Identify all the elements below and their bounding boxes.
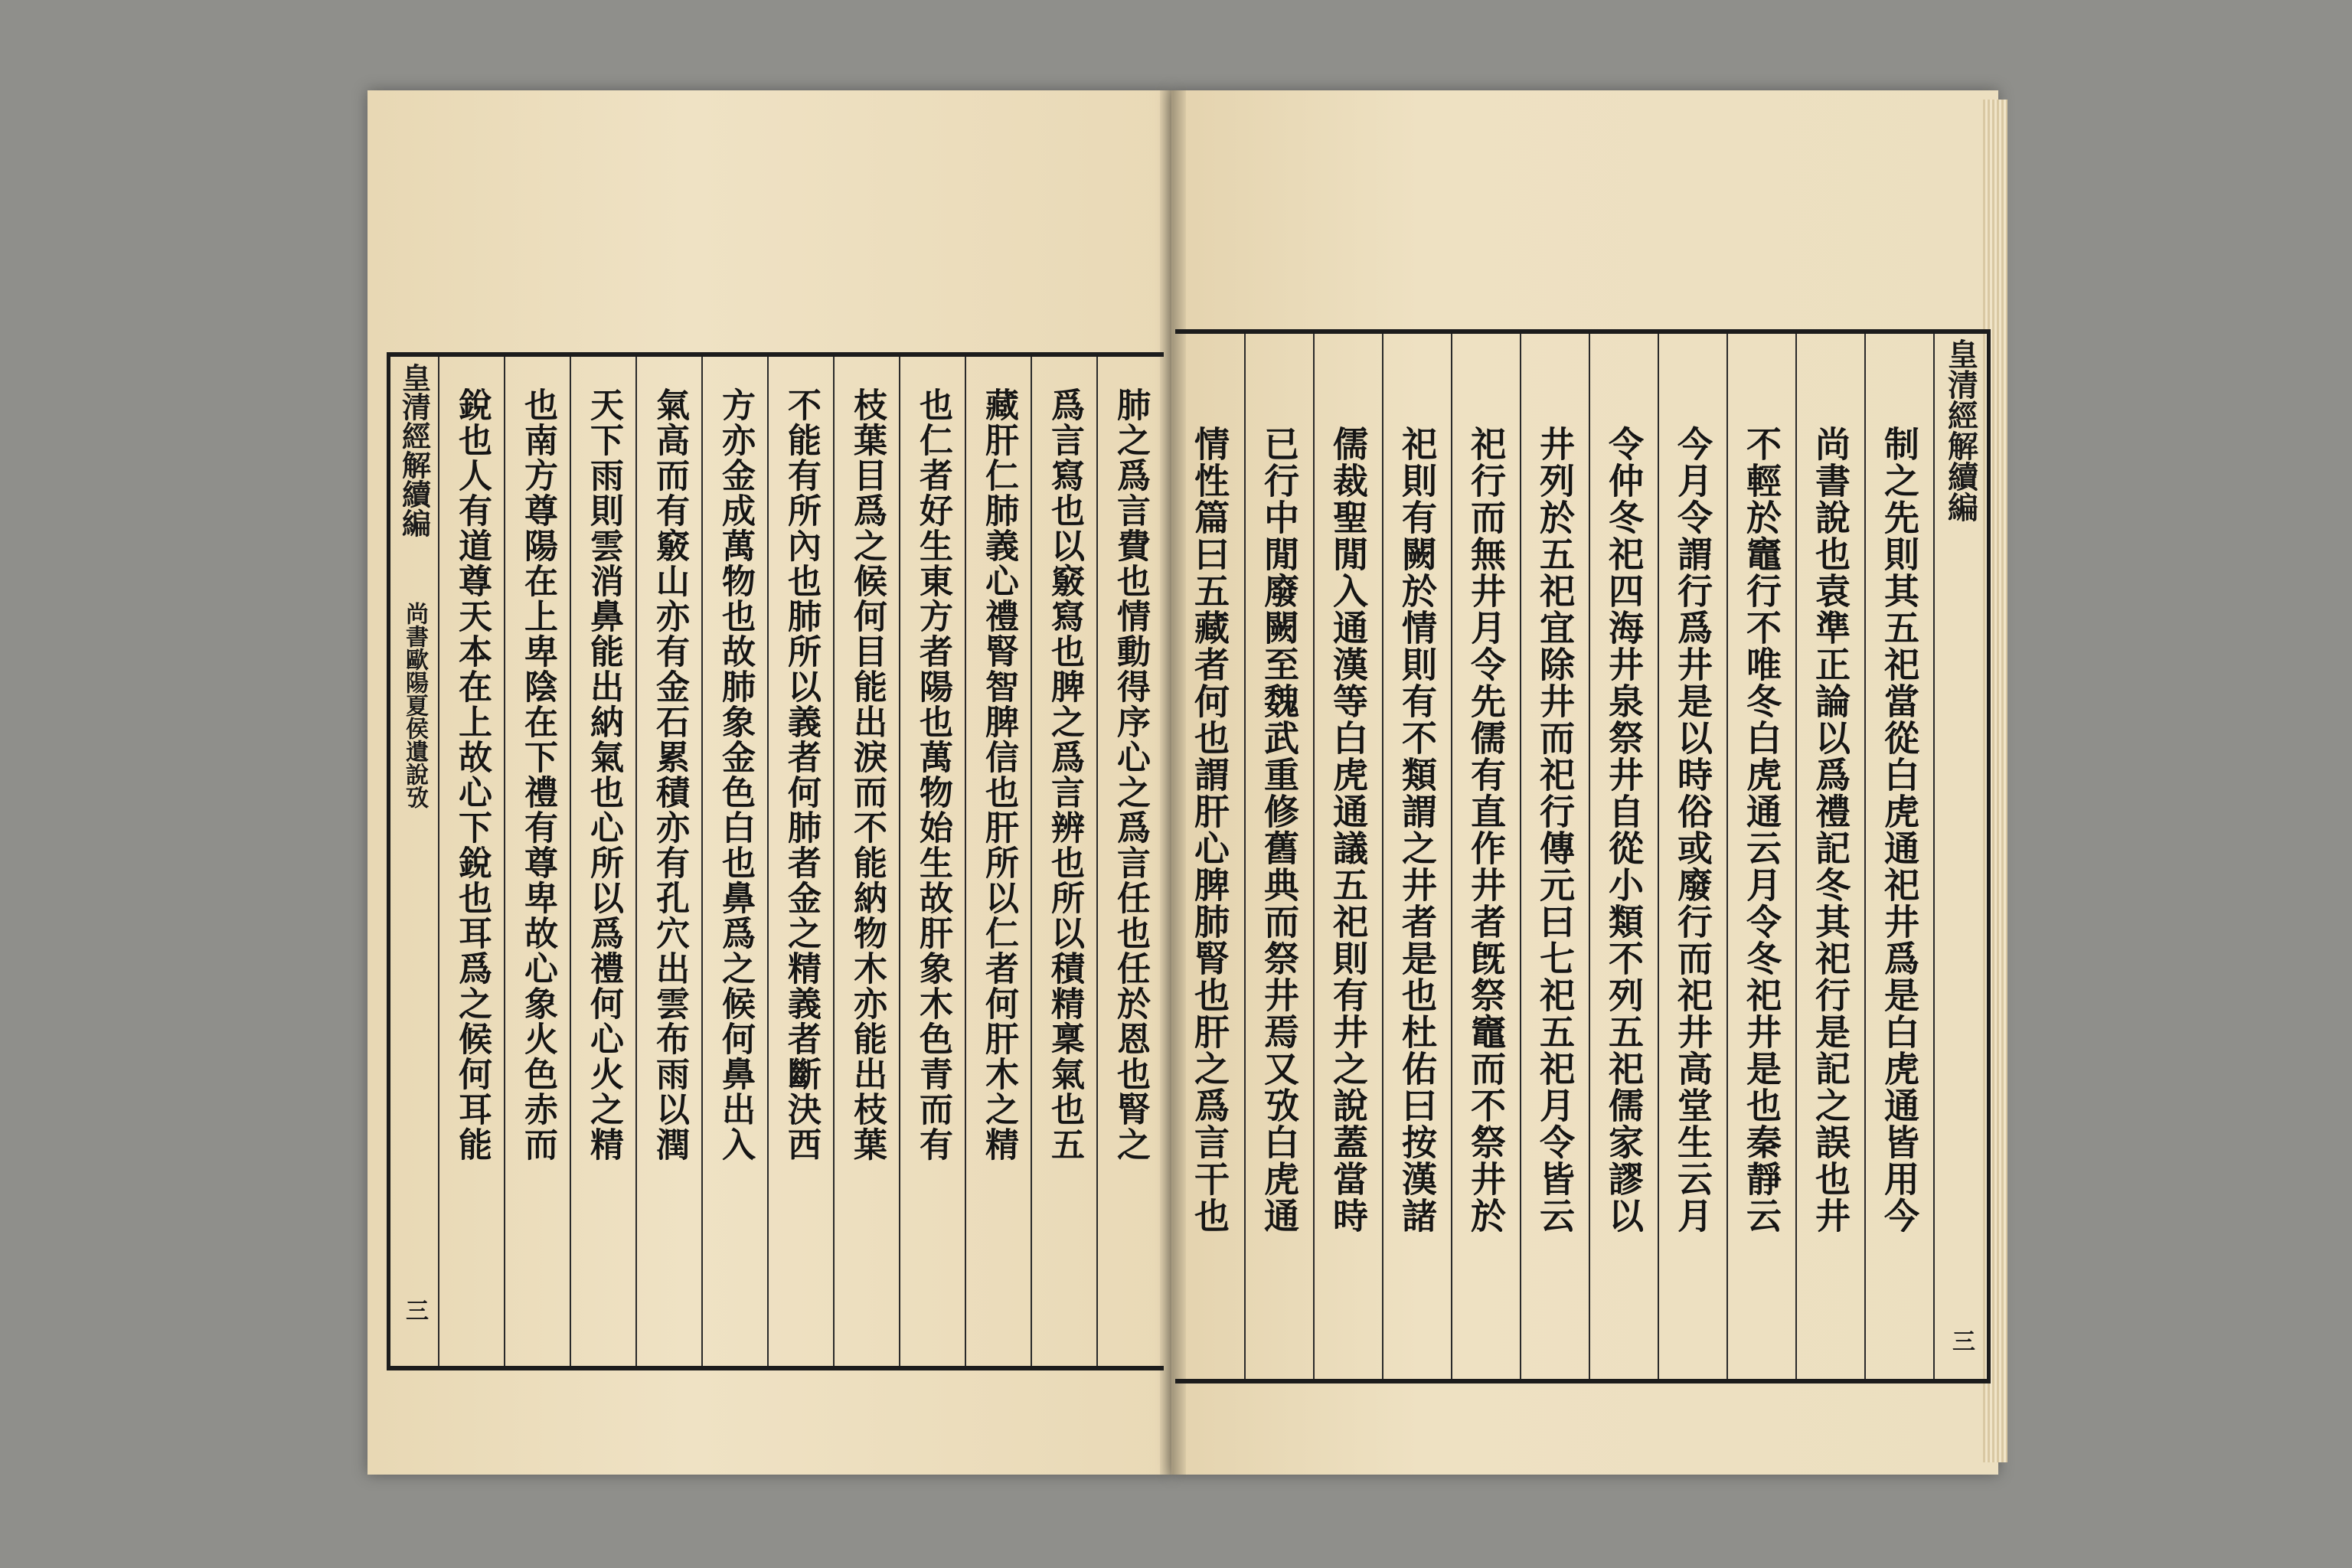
right-column-7 — [1451, 334, 1520, 1379]
text-column: 尚書說也袁準正論以爲禮記冬其祀行是記之誤也井 — [1810, 426, 1851, 1234]
right-margin-title: 皇清經解續編 — [1942, 338, 1979, 522]
left-column-9 — [570, 357, 635, 1366]
text-column: 井列於五祀宜除井而祀行傳元曰七祀五祀月令皆云 — [1534, 426, 1576, 1234]
left-text-frame — [387, 352, 1164, 1370]
text-column: 令仲冬祀四海井泉祭井自從小類不列五祀儒家謬以 — [1603, 426, 1645, 1234]
right-column-1 — [1864, 334, 1933, 1379]
text-column: 枝葉目爲之候何目能出淚而不能納物木亦能出枝葉 — [848, 387, 887, 1162]
left-column-3 — [965, 357, 1031, 1366]
right-text-frame — [1175, 329, 1991, 1383]
left-margin-title: 皇清經解續編 — [397, 363, 432, 537]
right-column-9 — [1313, 334, 1382, 1379]
right-column-2 — [1795, 334, 1864, 1379]
right-column-3 — [1726, 334, 1795, 1379]
left-column-6 — [767, 357, 833, 1366]
text-column: 氣高而有竅山亦有金石累積亦有孔穴出雲布雨以潤 — [650, 387, 689, 1162]
left-margin-page-number: 三 — [401, 1298, 428, 1321]
left-column-2 — [1031, 357, 1096, 1366]
left-margin-column — [390, 357, 438, 1366]
left-column-1 — [1096, 357, 1162, 1366]
right-column-4 — [1658, 334, 1726, 1379]
text-column: 也仁者好生東方者陽也萬物始生故肝象木色青而有 — [913, 387, 952, 1162]
text-column: 不能有所內也肺所以義者何肺者金之精義者斷決西 — [782, 387, 821, 1162]
text-column: 制之先則其五祀當從白虎通祀井爲是白虎通皆用今 — [1879, 426, 1920, 1234]
right-columns — [1175, 334, 1987, 1379]
text-column: 儒裁聖閒入通漢等白虎通議五祀則有井之說蓋當時 — [1328, 426, 1369, 1234]
text-column: 肺之爲言費也情動得序心之爲言任也任於恩也腎之 — [1111, 387, 1150, 1162]
text-column: 天下雨則雲消鼻能出納氣也心所以爲禮何心火之精 — [584, 387, 623, 1162]
right-column-6 — [1520, 334, 1589, 1379]
left-column-11 — [438, 357, 504, 1366]
left-column-10 — [504, 357, 570, 1366]
left-column-4 — [899, 357, 965, 1366]
right-column-8 — [1382, 334, 1451, 1379]
left-margin-subtitle: 尚書歐陽夏侯遺說攷 — [401, 602, 428, 808]
right-margin-column — [1933, 334, 1987, 1379]
text-column: 爲言寫也以竅寫也脾之爲言辨也所以積精稟氣也五 — [1045, 387, 1084, 1162]
text-column: 方亦金成萬物也故肺象金色白也鼻爲之候何鼻出入 — [716, 387, 755, 1162]
left-columns — [390, 357, 1164, 1366]
text-column: 已行中閒廢闕至魏武重修舊典而祭井焉又攷白虎通 — [1259, 426, 1300, 1234]
right-column-11 — [1175, 334, 1244, 1379]
left-column-5 — [833, 357, 899, 1366]
text-column: 祀則有闕於情則有不類謂之井者是也杜佑曰按漢諸 — [1396, 426, 1438, 1234]
left-column-7 — [701, 357, 767, 1366]
text-column: 今月令謂行爲井是以時俗或廢行而祀井高堂生云月 — [1672, 426, 1713, 1234]
text-column: 藏肝仁肺義心禮腎智脾信也肝所以仁者何肝木之精 — [979, 387, 1018, 1162]
text-column: 祀行而無井月令先儒有直作井者旣祭竈而不祭井於 — [1465, 426, 1507, 1234]
left-column-8 — [635, 357, 701, 1366]
right-column-5 — [1589, 334, 1658, 1379]
right-column-10 — [1244, 334, 1313, 1379]
text-column: 也南方尊陽在上卑陰在下禮有尊卑故心象火色赤而 — [518, 387, 557, 1162]
text-column: 銳也人有道尊天本在上故心下銳也耳爲之候何耳能 — [452, 387, 492, 1162]
right-margin-page-number: 三 — [1948, 1329, 1975, 1352]
text-column: 不輕於竈行不唯冬白虎通云月令冬祀井是也秦靜云 — [1741, 426, 1782, 1234]
text-column: 情性篇曰五藏者何也謂肝心脾肺腎也肝之爲言干也 — [1189, 426, 1230, 1234]
